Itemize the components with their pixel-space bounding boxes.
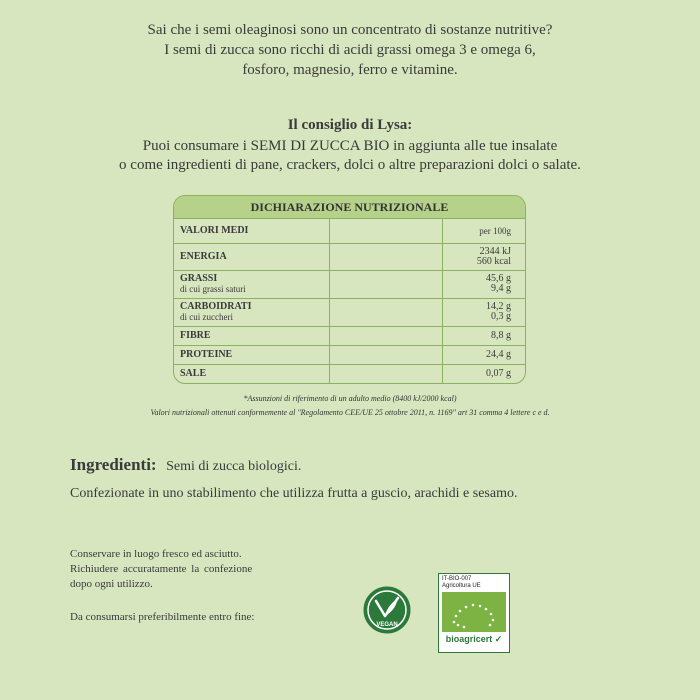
nutrition-table — [173, 195, 526, 384]
table-row — [174, 243, 525, 270]
protein-value: 24,4 g — [486, 348, 511, 360]
energy-kj: 2344 kJ — [479, 245, 511, 257]
fat-sub-value: 9,4 g — [491, 283, 511, 294]
table-row — [174, 345, 525, 364]
nutrition-table-title: DICHIARAZIONE NUTRIZIONALE — [174, 196, 525, 219]
salt-value: 0,07 g — [486, 367, 511, 379]
storage-line: Richiudere accuratamente la confezione — [70, 563, 253, 575]
eu-organic-leaf-icon — [442, 592, 506, 632]
tip-title: Il consiglio di Lysa: — [287, 117, 413, 133]
table-footnotes — [0, 392, 700, 420]
ingredients — [70, 455, 301, 475]
ingredients-heading: Ingredienti: — [70, 455, 157, 474]
tip-line: Puoi consumare i SEMI DI ZUCCA BIO in aggiunta alle tue insalate — [142, 138, 558, 154]
ingredients-text: Semi di zucca biologici. — [166, 459, 302, 474]
eu-organic-badge — [438, 573, 510, 653]
carbs-sub-value: 0,3 g — [491, 311, 511, 322]
table-row — [174, 270, 525, 298]
bio-brand: bioagricert ✓ — [445, 634, 503, 644]
tip-body — [0, 137, 700, 175]
bio-code: IT-BIO-007 — [442, 576, 472, 582]
storage-line: dopo ogni utilizzo. — [70, 578, 153, 590]
table-row — [174, 326, 525, 345]
intro-text — [0, 20, 700, 80]
header-label: VALORI MEDI — [180, 225, 249, 237]
intro-line: fosforo, magnesio, ferro e vitamine. — [242, 62, 458, 78]
fat-sub-label: di cui grassi saturi — [180, 284, 246, 294]
carbs-value: 14,2 g — [486, 301, 511, 312]
allergen-notice: Confezionate in uno stabilimento che utilizza frutta a guscio, arachidi e sesamo. — [70, 486, 518, 501]
carbs-label: CARBOIDRATI — [180, 301, 252, 312]
footnote: *Assunzioni di riferimento di un adulto medio (8400 kJ/2000 kcal) — [243, 394, 457, 403]
intro-line: Sai che i semi oleaginosi sono un concentrato di sostanze nutritive? — [147, 22, 553, 38]
bio-subtitle: Agricoltura UE — [442, 583, 481, 589]
energy-label: ENERGIA — [180, 251, 227, 262]
fat-label: GRASSI — [180, 273, 218, 284]
table-row — [174, 364, 525, 383]
best-before: Da consumarsi preferibilmente entro fine: — [70, 611, 255, 623]
fat-value: 45,6 g — [486, 273, 511, 284]
table-row — [174, 298, 525, 326]
energy-kcal: 560 kcal — [476, 255, 511, 267]
fibre-label: FIBRE — [180, 330, 211, 341]
salt-label: SALE — [180, 368, 207, 380]
header-unit: per 100g — [479, 225, 511, 236]
storage-line: Conservare in luogo fresco ed asciutto. — [70, 548, 242, 560]
protein-label: PROTEINE — [180, 349, 233, 360]
table-row — [174, 219, 525, 243]
intro-line: I semi di zucca sono ricchi di acidi grassi omega 3 e omega 6, — [164, 42, 536, 58]
check-icon: ✓ — [494, 634, 503, 644]
vegan-badge-icon — [362, 585, 412, 635]
carbs-sub-label: di cui zuccheri — [180, 312, 233, 322]
storage-instructions — [70, 547, 295, 592]
tip-line: o come ingredienti di pane, crackers, dolci o altre preparazioni dolci o salate. — [119, 157, 581, 173]
footnote: Valori nutrizionali ottenuti conformemente al "Regolamento CEE/UE 25 ottobre 2011, n. 1169" art 31 comma 4 lettere c e d. — [150, 408, 550, 417]
fibre-value: 8,8 g — [491, 329, 511, 341]
vegan-label: VEGAN — [376, 622, 398, 628]
